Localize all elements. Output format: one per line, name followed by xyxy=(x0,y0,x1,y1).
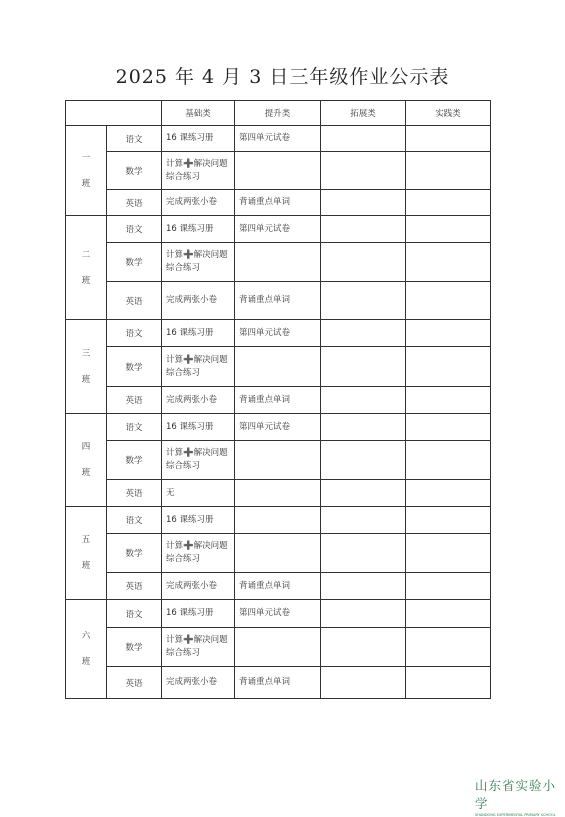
logo-english: SHANDONG EXPERIMENTAL PRIMARY SCHOOL xyxy=(475,813,556,817)
improve-cell xyxy=(235,347,321,387)
practice-cell xyxy=(406,190,491,216)
table-row xyxy=(66,441,491,480)
class-name-char: 班 xyxy=(81,468,91,478)
table-row xyxy=(66,243,491,282)
expand-cell xyxy=(321,282,406,320)
expand-cell xyxy=(321,152,406,190)
improve-cell: 第四单元试卷 xyxy=(235,126,321,152)
improve-cell xyxy=(235,628,321,667)
table-row xyxy=(66,216,491,243)
basic-cell: 计算➕解决问题综合练习 xyxy=(162,534,235,573)
improve-cell xyxy=(235,534,321,573)
header-improve: 提升类 xyxy=(235,101,321,126)
class-name-char: 六 xyxy=(81,631,91,641)
expand-cell xyxy=(321,387,406,414)
class-name xyxy=(66,600,107,699)
class-name-char: 班 xyxy=(81,374,91,385)
subject-cell: 语文 xyxy=(107,600,162,628)
page-title: 2025 年 4 月 3 日三年级作业公示表 xyxy=(115,66,450,88)
basic-cell: 16 课练习册 xyxy=(162,414,235,441)
header-corner xyxy=(66,101,162,126)
subject-cell: 数学 xyxy=(107,347,162,387)
header-practice: 实践类 xyxy=(406,101,491,126)
basic-cell: 16 课练习册 xyxy=(162,600,235,628)
class-name xyxy=(66,507,107,600)
class-name-char: 三 xyxy=(81,348,91,359)
table-row xyxy=(66,152,491,190)
subject-cell: 英语 xyxy=(107,282,162,320)
basic-cell: 无 xyxy=(162,480,235,507)
subject-cell: 语文 xyxy=(107,507,162,534)
practice-cell xyxy=(406,441,491,480)
expand-cell xyxy=(321,667,406,699)
basic-cell: 完成两张小卷 xyxy=(162,573,235,600)
practice-cell xyxy=(406,414,491,441)
practice-cell xyxy=(406,573,491,600)
header-row xyxy=(66,101,491,126)
practice-cell xyxy=(406,628,491,667)
table-row xyxy=(66,387,491,414)
improve-cell: 背诵重点单词 xyxy=(235,282,321,320)
subject-cell: 语文 xyxy=(107,126,162,152)
subject-cell: 英语 xyxy=(107,480,162,507)
expand-cell xyxy=(321,414,406,441)
expand-cell xyxy=(321,320,406,347)
class-name-char: 班 xyxy=(81,657,91,667)
basic-cell: 计算➕解决问题综合练习 xyxy=(162,628,235,667)
practice-cell xyxy=(406,480,491,507)
table-row xyxy=(66,320,491,347)
basic-cell: 16 课练习册 xyxy=(162,126,235,152)
expand-cell xyxy=(321,126,406,152)
improve-cell: 背诵重点单词 xyxy=(235,573,321,600)
expand-cell xyxy=(321,441,406,480)
class-name-char: 四 xyxy=(81,442,91,452)
table-row xyxy=(66,534,491,573)
practice-cell xyxy=(406,534,491,573)
class-name-char: 一 xyxy=(81,152,91,163)
table-row xyxy=(66,347,491,387)
subject-cell: 英语 xyxy=(107,387,162,414)
header-basic: 基础类 xyxy=(162,101,235,126)
basic-cell: 完成两张小卷 xyxy=(162,282,235,320)
logo-chinese: 山东省实验小学 xyxy=(475,778,557,811)
practice-cell xyxy=(406,320,491,347)
table-row xyxy=(66,667,491,699)
practice-cell xyxy=(406,282,491,320)
practice-cell xyxy=(406,243,491,282)
subject-cell: 语文 xyxy=(107,320,162,347)
class-name-char: 五 xyxy=(81,535,91,545)
subject-cell: 语文 xyxy=(107,414,162,441)
improve-cell: 背诵重点单词 xyxy=(235,190,321,216)
subject-cell: 语文 xyxy=(107,216,162,243)
basic-cell: 计算➕解决问题综合练习 xyxy=(162,441,235,480)
expand-cell xyxy=(321,600,406,628)
improve-cell: 背诵重点单词 xyxy=(235,387,321,414)
practice-cell xyxy=(406,126,491,152)
expand-cell xyxy=(321,243,406,282)
practice-cell xyxy=(406,600,491,628)
table-row xyxy=(66,628,491,667)
expand-cell xyxy=(321,534,406,573)
practice-cell xyxy=(406,216,491,243)
basic-cell: 完成两张小卷 xyxy=(162,667,235,699)
table-row xyxy=(66,190,491,216)
expand-cell xyxy=(321,347,406,387)
subject-cell: 数学 xyxy=(107,441,162,480)
improve-cell: 背诵重点单词 xyxy=(235,667,321,699)
class-name-char: 班 xyxy=(81,178,91,189)
subject-cell: 数学 xyxy=(107,628,162,667)
improve-cell: 第四单元试卷 xyxy=(235,216,321,243)
table-row xyxy=(66,282,491,320)
improve-cell: 第四单元试卷 xyxy=(235,320,321,347)
basic-cell: 完成两张小卷 xyxy=(162,190,235,216)
class-name-char: 班 xyxy=(81,275,91,286)
practice-cell xyxy=(406,347,491,387)
school-logo xyxy=(475,776,565,817)
subject-cell: 数学 xyxy=(107,243,162,282)
improve-cell xyxy=(235,152,321,190)
basic-cell: 计算➕解决问题综合练习 xyxy=(162,152,235,190)
expand-cell xyxy=(321,480,406,507)
basic-cell: 完成两张小卷 xyxy=(162,387,235,414)
expand-cell xyxy=(321,216,406,243)
subject-cell: 英语 xyxy=(107,667,162,699)
class-name xyxy=(66,320,107,414)
table-row xyxy=(66,600,491,628)
table-row xyxy=(66,507,491,534)
header-expand: 拓展类 xyxy=(321,101,406,126)
subject-cell: 英语 xyxy=(107,573,162,600)
subject-cell: 数学 xyxy=(107,152,162,190)
table-row xyxy=(66,480,491,507)
basic-cell: 计算➕解决问题综合练习 xyxy=(162,243,235,282)
improve-cell xyxy=(235,441,321,480)
basic-cell: 16 课练习册 xyxy=(162,507,235,534)
expand-cell xyxy=(321,573,406,600)
expand-cell xyxy=(321,190,406,216)
class-name xyxy=(66,414,107,507)
improve-cell xyxy=(235,507,321,534)
subject-cell: 数学 xyxy=(107,534,162,573)
improve-cell xyxy=(235,243,321,282)
practice-cell xyxy=(406,387,491,414)
expand-cell xyxy=(321,628,406,667)
improve-cell: 第四单元试卷 xyxy=(235,414,321,441)
basic-cell: 16 课练习册 xyxy=(162,216,235,243)
practice-cell xyxy=(406,152,491,190)
improve-cell: 第四单元试卷 xyxy=(235,600,321,628)
improve-cell xyxy=(235,480,321,507)
class-name xyxy=(66,216,107,320)
homework-table xyxy=(65,100,491,699)
class-name xyxy=(66,126,107,216)
subject-cell: 英语 xyxy=(107,190,162,216)
expand-cell xyxy=(321,507,406,534)
class-name-char: 班 xyxy=(81,561,91,571)
practice-cell xyxy=(406,507,491,534)
table-row xyxy=(66,126,491,152)
basic-cell: 计算➕解决问题综合练习 xyxy=(162,347,235,387)
table-row xyxy=(66,573,491,600)
class-name-char: 二 xyxy=(81,249,91,260)
basic-cell: 16 课练习册 xyxy=(162,320,235,347)
practice-cell xyxy=(406,667,491,699)
table-row xyxy=(66,414,491,441)
